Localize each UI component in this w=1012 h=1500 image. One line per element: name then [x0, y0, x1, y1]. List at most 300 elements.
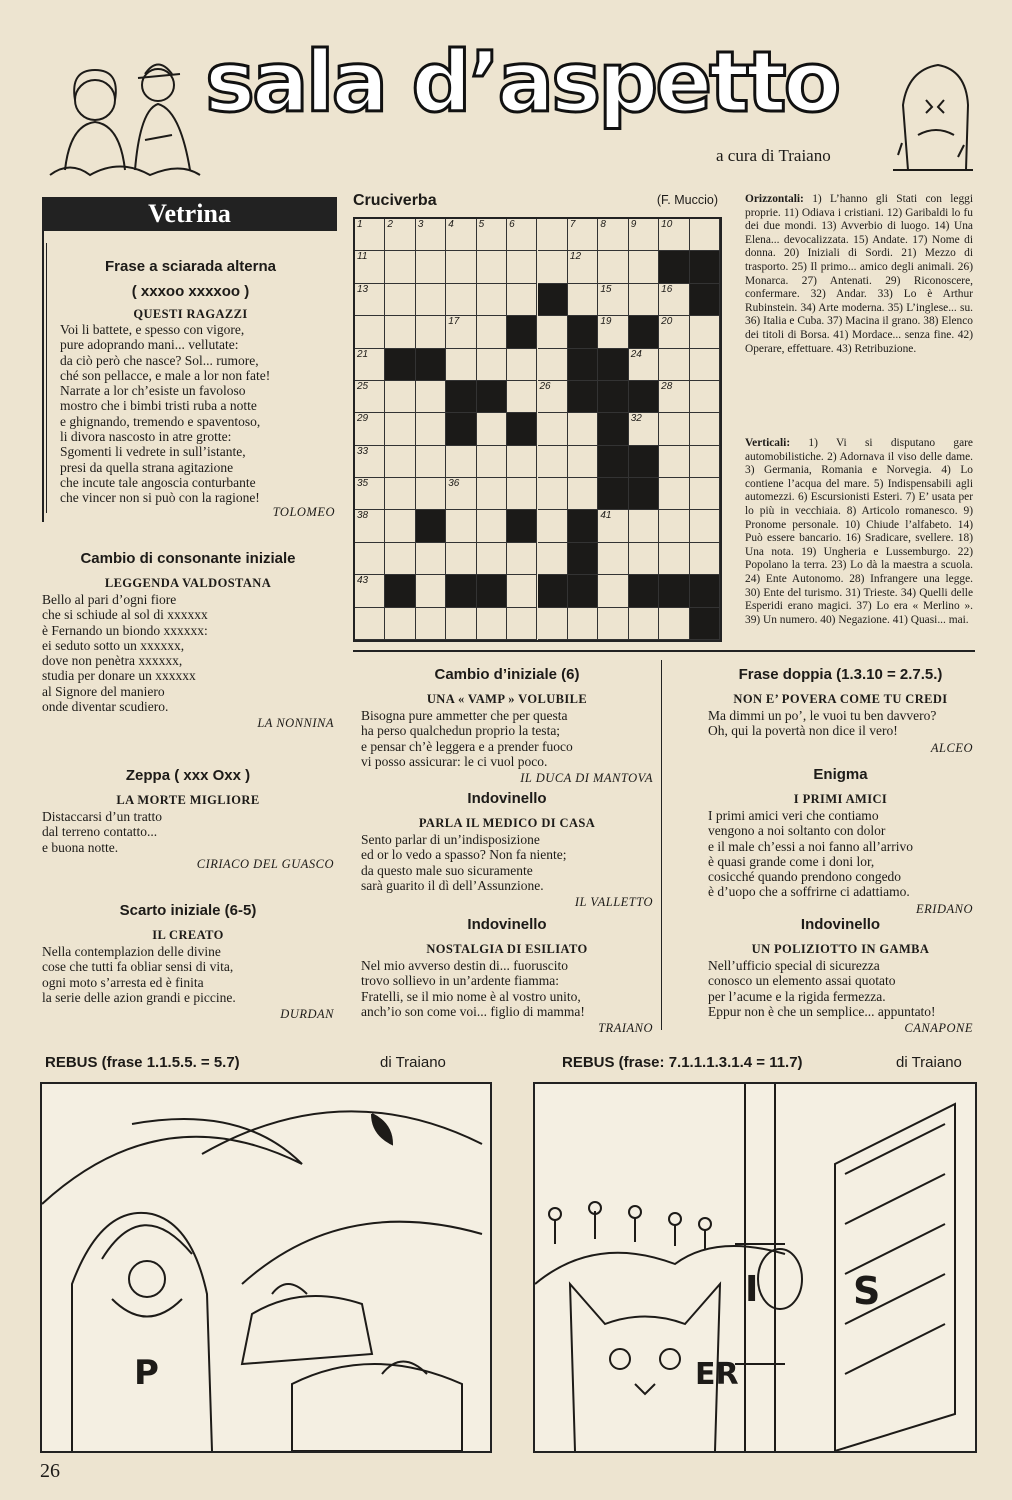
rebus-right-letter-i: I: [745, 1269, 759, 1310]
puzzle-title: UNA « VAMP » VOLUBILE: [426, 692, 588, 706]
crossword-cell[interactable]: [538, 316, 568, 348]
crossword-cell[interactable]: [477, 349, 507, 381]
crossword-cell[interactable]: [629, 510, 659, 542]
crossword-black-cell: [690, 608, 720, 640]
crossword-cell[interactable]: [477, 316, 507, 348]
verse-line: ha perso qualchedun proprio la testa;: [361, 723, 561, 739]
crossword-black-cell: [568, 575, 598, 607]
crossword-clue-number: 20: [661, 316, 673, 328]
verse-line: li divora nascosto in atre grotte:: [60, 429, 232, 445]
verse-line: conosco un elemento assai quotato: [708, 973, 896, 989]
crossword-clue-number: 32: [630, 413, 642, 425]
verse-line: Narrate a lor ch’esiste un favoloso: [60, 383, 246, 399]
crossword-black-cell: [568, 316, 598, 348]
crossword-cell[interactable]: [568, 219, 598, 251]
puzzle-verse: [708, 958, 973, 1019]
crossword-cell[interactable]: [690, 316, 720, 348]
crossword-black-cell: [690, 251, 720, 283]
crossword-black-cell: [385, 349, 415, 381]
crossword-black-cell: [659, 575, 689, 607]
verse-line: I primi amici veri che contiamo: [708, 808, 879, 823]
puzzle-title: NOSTALGIA DI ESILIATO: [426, 942, 588, 956]
crossword-black-cell: [568, 543, 598, 575]
crossword-clue-number: 9: [630, 219, 637, 230]
crossword-cell[interactable]: [355, 575, 385, 607]
crossword-cell[interactable]: [416, 446, 446, 478]
crossword-black-cell: [446, 381, 476, 413]
crossword-cell[interactable]: [507, 251, 537, 283]
vetrina-scheme: ( xxxoo xxxxoo ): [131, 283, 250, 300]
crossword-cell[interactable]: [446, 349, 476, 381]
crossword-cell[interactable]: [629, 251, 659, 283]
crossword-cell[interactable]: [568, 284, 598, 316]
verse-line: Voi li battete, e spesso con vigore,: [60, 322, 245, 337]
crossword-cell[interactable]: [477, 284, 507, 316]
crossword-clue-number: 17: [448, 316, 460, 328]
puzzle-type: Enigma: [813, 766, 868, 783]
crossword-cell[interactable]: [507, 446, 537, 478]
crossword-cell[interactable]: [598, 284, 628, 316]
crossword-cell[interactable]: [477, 413, 507, 445]
verse-line: Distaccarsi d’un tratto: [42, 809, 162, 824]
crossword-cell[interactable]: [538, 446, 568, 478]
rebus-left-illustration: [40, 1082, 492, 1453]
vertical-text: 1) Vi si disputano gare automobilistiche. 2) Adornava il viso delle dame. 3) Germania, Romania e Norvegia. 4) Lo contiene l’acqua del mare. 5) Indispensabili agli automezzi. 6) Escursionisti Esteri. 7) E’ usata per lo più in vecchiaia. 8) Articolo romanesco. 9) Pronome personale. 10) Chiude l’alfabeto. 14) Può essere bancario. 16) Sradicare, svellere. 18) Una nota. 19) Ungheria e Lussemburgo. 22) Popolano la terra. 23) Lo dà la maestra a scuola. 24) Ente Autonomo. 28) Infrangere una legge. 30) Ente del turismo. 31) Trieste. 34) Quelli delle Esperidi erano magici. 37) Lo era « Merlino ». 39) Un numero. 40) Negazione. 41) Quasi... mai.: [745, 437, 973, 626]
puzzle-verse: [708, 808, 973, 900]
crossword-cell[interactable]: [507, 284, 537, 316]
crossword-cell[interactable]: [659, 510, 689, 542]
page-number: 26: [40, 1460, 60, 1482]
vertical-label: Verticali:: [745, 437, 791, 449]
verse-line: è d’uopo che a soffrirne ci adattiamo.: [708, 884, 910, 900]
crossword-cell[interactable]: [659, 543, 689, 575]
crossword-cell[interactable]: [477, 446, 507, 478]
crossword-cell[interactable]: [446, 608, 476, 640]
horizontal-label: Orizzontali:: [745, 193, 804, 205]
verse-line: ed or lo vedo a spasso? Non fa niente;: [361, 847, 567, 863]
verse-line: dove non penètra xxxxxx,: [42, 653, 183, 669]
crossword-clue-number: 1: [357, 219, 363, 230]
crossword-cell[interactable]: [416, 575, 446, 607]
crossword-cell[interactable]: [416, 478, 446, 510]
crossword-cell[interactable]: [477, 251, 507, 283]
crossword-cell[interactable]: [355, 608, 385, 640]
crossword-cell[interactable]: [355, 413, 385, 445]
crossword-black-cell: [416, 349, 446, 381]
crossword-cell[interactable]: [538, 381, 568, 413]
horizontal-text: 1) L’hanno gli Stati con leggi proprie. 11) Odiava i cristiani. 12) Garibaldi lo fu dei due mondi. 13) Avverbio di luogo. 14) Una Elena... devocalizzata. 15) Andate. 17) Nome di donna. 20) Iniziali di Sordi. 21) Mezzo di trasporto. 25) Il primo... amico degli animali. 26) Monarca. 27) Antenati. 29) Riconoscere, confermare. 32) Andar. 33) Lo è Arthur Rubinstein. 34) Arte moderna. 35) L’inglese... su. 36) Italia e Cuba. 37) Macina il grano. 38) Elenco dei titoli di Borsa. 41) Mordace... senza fine. 42) Operare, effettuare. 43) Retribuzione.: [745, 193, 973, 355]
crossword-cell[interactable]: [355, 284, 385, 316]
verse-line: sarà guarito il dì dell’Assunzione.: [361, 877, 544, 893]
crossword-clue-number: 2: [387, 219, 393, 230]
crossword-clue-number: 6: [509, 219, 515, 230]
puzzle-verse: [361, 708, 653, 769]
verse-line: presi da quella strana agitazione: [60, 459, 234, 475]
crossword-cell[interactable]: [568, 478, 598, 510]
crossword-cell[interactable]: [659, 316, 689, 348]
crossword-black-cell: [598, 446, 628, 478]
crossword-cell[interactable]: [355, 349, 385, 381]
verse-line: Nella contemplazion delle divine: [42, 944, 221, 959]
verse-line: e il male ch’essi a noi fanno all’arrivo: [708, 838, 914, 854]
verse-line: dal terreno contatto...: [42, 824, 158, 840]
crossword-cell[interactable]: [629, 543, 659, 575]
crossword-cell[interactable]: [507, 543, 537, 575]
crossword-black-cell: [690, 284, 720, 316]
crossword-cell[interactable]: [416, 381, 446, 413]
crossword-cell[interactable]: [385, 510, 415, 542]
crossword-cell[interactable]: [507, 381, 537, 413]
verse-line: che vincer non si può con la ragione!: [60, 490, 260, 506]
verse-line: Eppur non è che un semplice... appuntato!: [708, 1003, 936, 1019]
crossword-black-cell: [507, 510, 537, 542]
crossword-cell[interactable]: [446, 478, 476, 510]
crossword-cell[interactable]: [446, 284, 476, 316]
verse-line: la serie delle azion grandi e piccine.: [42, 989, 236, 1005]
crossword-cell[interactable]: [416, 284, 446, 316]
puzzle-type: Zeppa ( xxx Oxx ): [125, 767, 251, 784]
crossword-cell[interactable]: [568, 608, 598, 640]
vetrina-verse: [60, 322, 340, 506]
crossword-cell[interactable]: [629, 284, 659, 316]
puzzle-title: UN POLIZIOTTO IN GAMBA: [751, 942, 930, 956]
crossword-clue-number: 13: [357, 283, 369, 295]
puzzle-author: ALCEO: [930, 740, 973, 755]
crossword-clue-number: 10: [661, 219, 673, 230]
crossword-cell[interactable]: [507, 575, 537, 607]
crossword-clue-number: 11: [357, 251, 368, 263]
crossword-cell[interactable]: [385, 608, 415, 640]
verse-line: Oh, qui la povertà non dice il vero!: [708, 723, 898, 739]
puzzle-title: NON E’ POVERA COME TU CREDI: [733, 692, 948, 706]
verse-line: per l’acume e la rigida fermezza.: [708, 988, 886, 1004]
crossword-clue-number: 3: [417, 219, 424, 230]
verse-line: e ghignando, tremendo e spaventoso,: [60, 413, 261, 429]
verse-line: Nell’ufficio special di sicurezza: [708, 958, 880, 973]
puzzle-type: Indovinello: [467, 790, 547, 807]
crossword-clue-number: 43: [357, 575, 369, 587]
puzzle-author: LA NONNINA: [257, 716, 334, 731]
crossword-black-cell: [568, 349, 598, 381]
verse-line: mostro che i bimbi tristi ruba a notte: [60, 398, 257, 414]
verse-line: Bisogna pure ammetter che per questa: [361, 708, 568, 723]
puzzle-verse: [361, 958, 653, 1019]
vetrina-heading: Vetrina: [42, 197, 337, 231]
crossword-black-cell: [690, 575, 720, 607]
crossword-cell[interactable]: [477, 510, 507, 542]
crossword-black-cell: [568, 510, 598, 542]
crossword-cell[interactable]: [659, 608, 689, 640]
crossword-black-cell: [477, 575, 507, 607]
crossword-cell[interactable]: [568, 413, 598, 445]
crossword-cell[interactable]: [598, 316, 628, 348]
rebus-right-author: di Traiano: [896, 1054, 962, 1071]
crossword-black-cell: [629, 446, 659, 478]
crossword-cell[interactable]: [355, 543, 385, 575]
crossword-cell[interactable]: [538, 413, 568, 445]
crossword-clue-number: 33: [357, 445, 369, 457]
puzzle-type: Indovinello: [467, 916, 547, 933]
crossword-cell[interactable]: [355, 316, 385, 348]
crossword-black-cell: [598, 478, 628, 510]
crossword-cell[interactable]: [659, 478, 689, 510]
crossword-cell[interactable]: [538, 219, 568, 251]
crossword-black-cell: [659, 251, 689, 283]
crossword-cell[interactable]: [355, 478, 385, 510]
crossword-cell[interactable]: [385, 381, 415, 413]
puzzle-author: IL VALLETTO: [574, 895, 653, 910]
crossword-black-cell: [598, 381, 628, 413]
verse-line: onde diventar scudiero.: [42, 699, 169, 715]
crossword-black-cell: [629, 316, 659, 348]
verse-line: cosicché quando prendono congedo: [708, 869, 902, 885]
crossword-cell[interactable]: [690, 478, 720, 510]
verse-line: vengono a noi soltanto con dolor: [708, 823, 886, 839]
crossword-clue-number: 41: [600, 510, 612, 522]
crossword-cell[interactable]: [416, 251, 446, 283]
verse-line: è quasi grande come i doni lor,: [708, 853, 875, 869]
crossword-cell[interactable]: [690, 446, 720, 478]
crossword-clue-number: 29: [357, 413, 369, 425]
crossword-cell[interactable]: [385, 251, 415, 283]
crossword-cell[interactable]: [538, 543, 568, 575]
rebus-left-scheme: REBUS (frase 1.1.5.5. = 5.7): [45, 1054, 240, 1071]
crossword-cell[interactable]: [538, 478, 568, 510]
verse-line: Sgomenti li vedrete in sull’istante,: [60, 444, 246, 460]
crossword-cell[interactable]: [538, 608, 568, 640]
crossword-cell[interactable]: [538, 510, 568, 542]
crossword-cell[interactable]: [568, 446, 598, 478]
puzzle-title: IL CREATO: [152, 928, 224, 942]
verse-line: pure adoprando mani... vellutate:: [60, 337, 239, 353]
rebus-right-label: [562, 1054, 803, 1071]
crossword-cell[interactable]: [598, 608, 628, 640]
vetrina-title: QUESTI RAGAZZI: [133, 307, 248, 321]
puzzle-author: CANAPONE: [904, 1021, 973, 1036]
puzzle-author: DURDAN: [280, 1007, 334, 1022]
crossword-cell[interactable]: [598, 543, 628, 575]
crossword-cell[interactable]: [385, 219, 415, 251]
crossword-black-cell: [507, 316, 537, 348]
crossword-cell[interactable]: [629, 219, 659, 251]
verse-line: che si schiude al sol di xxxxxx: [42, 607, 208, 623]
puzzle-type: Indovinello: [800, 916, 881, 933]
crossword-vertical-clues: [745, 437, 973, 627]
crossword-cell[interactable]: [355, 446, 385, 478]
crossword-cell[interactable]: [659, 413, 689, 445]
crossword-clue-number: 16: [661, 283, 673, 295]
crossword-cell[interactable]: [690, 543, 720, 575]
crossword-cell[interactable]: [507, 349, 537, 381]
crossword-clue-number: 26: [539, 380, 551, 392]
crossword-black-cell: [629, 478, 659, 510]
crossword-clue-number: 12: [569, 251, 582, 263]
verse-line: e buona notte.: [42, 839, 119, 855]
verse-line: ei seduto sotto un xxxxxx,: [42, 637, 185, 653]
verse-line: vi posso assicurar: le ci vuol poco.: [361, 753, 548, 769]
verse-line: Bello al pari d’ogni fiore: [42, 592, 177, 607]
puzzle-author: ERIDANO: [916, 901, 973, 916]
puzzle-verse: [42, 944, 334, 1005]
puzzle-verse: [42, 809, 334, 855]
rebus-right-illustration: [533, 1082, 977, 1453]
crossword-cell[interactable]: [659, 349, 689, 381]
verse-line: cose che tutti fa obliar sensi di vita,: [42, 959, 234, 975]
crossword-cell[interactable]: [538, 349, 568, 381]
crossword-clue-number: 8: [600, 219, 606, 230]
puzzle-author: IL DUCA DI MANTOVA: [520, 771, 653, 786]
crossword-cell[interactable]: [385, 446, 415, 478]
puzzle-author: CIRIACO DEL GUASCO: [196, 856, 334, 871]
crossword-clue-number: 38: [357, 510, 369, 522]
crossword-cell[interactable]: [690, 349, 720, 381]
verse-line: Ma dimmi un po’, le vuoi tu ben davvero?: [708, 708, 937, 723]
crossword-black-cell: [629, 575, 659, 607]
crossword-cell[interactable]: [598, 251, 628, 283]
crossword-cell[interactable]: [477, 543, 507, 575]
crossword-cell[interactable]: [690, 219, 720, 251]
puzzle-author: TRAIANO: [598, 1021, 653, 1036]
rebus-right-letter-s: S: [853, 1269, 881, 1313]
crossword-cell[interactable]: [598, 575, 628, 607]
crossword-grid: [353, 217, 722, 642]
crossword-cell[interactable]: [355, 219, 385, 251]
crossword-cell[interactable]: [659, 381, 689, 413]
rebus-left-author: di Traiano: [380, 1054, 446, 1071]
crossword-cell[interactable]: [690, 413, 720, 445]
crossword-clue-number: 4: [448, 219, 454, 230]
puzzle-title: LEGGENDA VALDOSTANA: [104, 576, 272, 590]
crossword-cell[interactable]: [507, 478, 537, 510]
puzzle-type: Cambio di consonante iniziale: [80, 550, 296, 567]
crossword-cell[interactable]: [446, 316, 476, 348]
crossword-cell[interactable]: [446, 251, 476, 283]
crossword-cell[interactable]: [659, 284, 689, 316]
verse-line: Sento parlar di un’indisposizione: [361, 832, 540, 847]
crossword-cell[interactable]: [355, 251, 385, 283]
crossword-cell[interactable]: [416, 316, 446, 348]
crossword-cell[interactable]: [477, 478, 507, 510]
crossword-clue-number: 7: [569, 219, 576, 230]
rebus-left-letter-p: P: [134, 1353, 159, 1393]
crossword-clue-number: 21: [357, 348, 369, 360]
crossword-cell[interactable]: [629, 413, 659, 445]
crossword-cell[interactable]: [629, 349, 659, 381]
crossword-cell[interactable]: [507, 219, 537, 251]
verse-line: che incute tale angoscia conturbante: [60, 474, 256, 490]
crossword-cell[interactable]: [385, 316, 415, 348]
verse-line: anch’io son come voi... figlio di mamma!: [361, 1003, 585, 1019]
crossword-cell[interactable]: [355, 381, 385, 413]
crossword-cell[interactable]: [598, 510, 628, 542]
puzzle-verse: [708, 708, 973, 739]
verse-line: ché son pellacce, e male a lor non fate!: [60, 367, 271, 383]
crossword-clue-number: 5: [478, 219, 485, 230]
crossword-cell[interactable]: [446, 219, 476, 251]
crossword-cell[interactable]: [385, 478, 415, 510]
puzzle-title: I PRIMI AMICI: [793, 792, 888, 806]
rebus-right-scheme: REBUS (frase: 7.1.1.1.3.1.4 = 11.7): [562, 1054, 803, 1071]
verse-line: da questo male suo sicuramente: [361, 862, 533, 878]
crossword-black-cell: [598, 349, 628, 381]
verse-line: studia per donare un xxxxxx: [42, 668, 196, 684]
crossword-cell[interactable]: [446, 446, 476, 478]
crossword-black-cell: [385, 575, 415, 607]
crossword-cell[interactable]: [477, 608, 507, 640]
crossword-clue-number: 35: [357, 478, 369, 490]
crossword-black-cell: [416, 510, 446, 542]
crossword-black-cell: [446, 413, 476, 445]
curator-line: a cura di Traiano: [716, 146, 831, 165]
puzzle-verse: [361, 832, 653, 893]
crossword-black-cell: [598, 413, 628, 445]
crossword-cell[interactable]: [385, 284, 415, 316]
crossword-cell[interactable]: [690, 381, 720, 413]
crossword-clue-number: 25: [357, 380, 369, 392]
crossword-cell[interactable]: [355, 510, 385, 542]
crossword-cell[interactable]: [416, 543, 446, 575]
crossword-cell[interactable]: [416, 413, 446, 445]
crossword-cell[interactable]: [507, 608, 537, 640]
crossword-clue-number: 15: [600, 283, 612, 295]
crossword-cell[interactable]: [477, 219, 507, 251]
verse-line: e pensar ch’è leggera e a prender fuoco: [361, 738, 573, 754]
puzzle-title: PARLA IL MEDICO DI CASA: [418, 816, 596, 830]
header-illustration-left: [40, 40, 205, 180]
verse-line: Nel mio avverso destin di... fuoruscito: [361, 958, 568, 973]
crossword-black-cell: [446, 575, 476, 607]
crossword-clue-number: 28: [661, 380, 673, 392]
crossword-black-cell: [507, 413, 537, 445]
crossword-cell[interactable]: [659, 446, 689, 478]
crossword-cell[interactable]: [416, 219, 446, 251]
crossword-cell[interactable]: [598, 219, 628, 251]
crossword-cell[interactable]: [659, 219, 689, 251]
verse-line: da ciò però che nasce? Sol... rumore,: [60, 352, 259, 368]
puzzle-title: LA MORTE MIGLIORE: [116, 793, 260, 807]
crossword-clue-number: 36: [448, 478, 460, 490]
crossword-black-cell: [477, 381, 507, 413]
crossword-cell[interactable]: [446, 543, 476, 575]
verse-line: trovo sollievo in un’ardente fiamma:: [361, 973, 559, 989]
puzzle-type: Scarto iniziale (6-5): [119, 902, 257, 919]
puzzle-verse: [42, 592, 334, 714]
verse-line: ogni moto s’arresta ed è finita: [42, 974, 204, 990]
crossword-cell[interactable]: [446, 510, 476, 542]
puzzle-type: Cambio d’iniziale (6): [434, 666, 580, 683]
verse-line: è Fernando un biondo xxxxxx:: [42, 622, 208, 638]
crossword-cell[interactable]: [416, 608, 446, 640]
crossword-black-cell: [538, 284, 568, 316]
section-divider: [353, 650, 975, 652]
crossword-clue-number: 19: [600, 316, 612, 328]
crossword-author: (F. Muccio): [656, 193, 718, 207]
vetrina-author: TOLOMEO: [272, 505, 335, 519]
verse-line: al Signore del maniero: [42, 683, 165, 699]
crossword-cell[interactable]: [690, 510, 720, 542]
crossword-cell[interactable]: [568, 251, 598, 283]
verse-line: Fratelli, se il mio nome è al vostro unito,: [361, 988, 581, 1004]
crossword-black-cell: [629, 381, 659, 413]
header-illustration-right: [888, 45, 978, 175]
crossword-cell[interactable]: [385, 413, 415, 445]
rebus-left-label: [45, 1054, 240, 1071]
crossword-clue-number: 24: [630, 348, 642, 360]
crossword-cell[interactable]: [385, 543, 415, 575]
crossword-heading: Cruciverba: [353, 192, 437, 209]
crossword-cell[interactable]: [538, 251, 568, 283]
crossword-cell[interactable]: [629, 608, 659, 640]
